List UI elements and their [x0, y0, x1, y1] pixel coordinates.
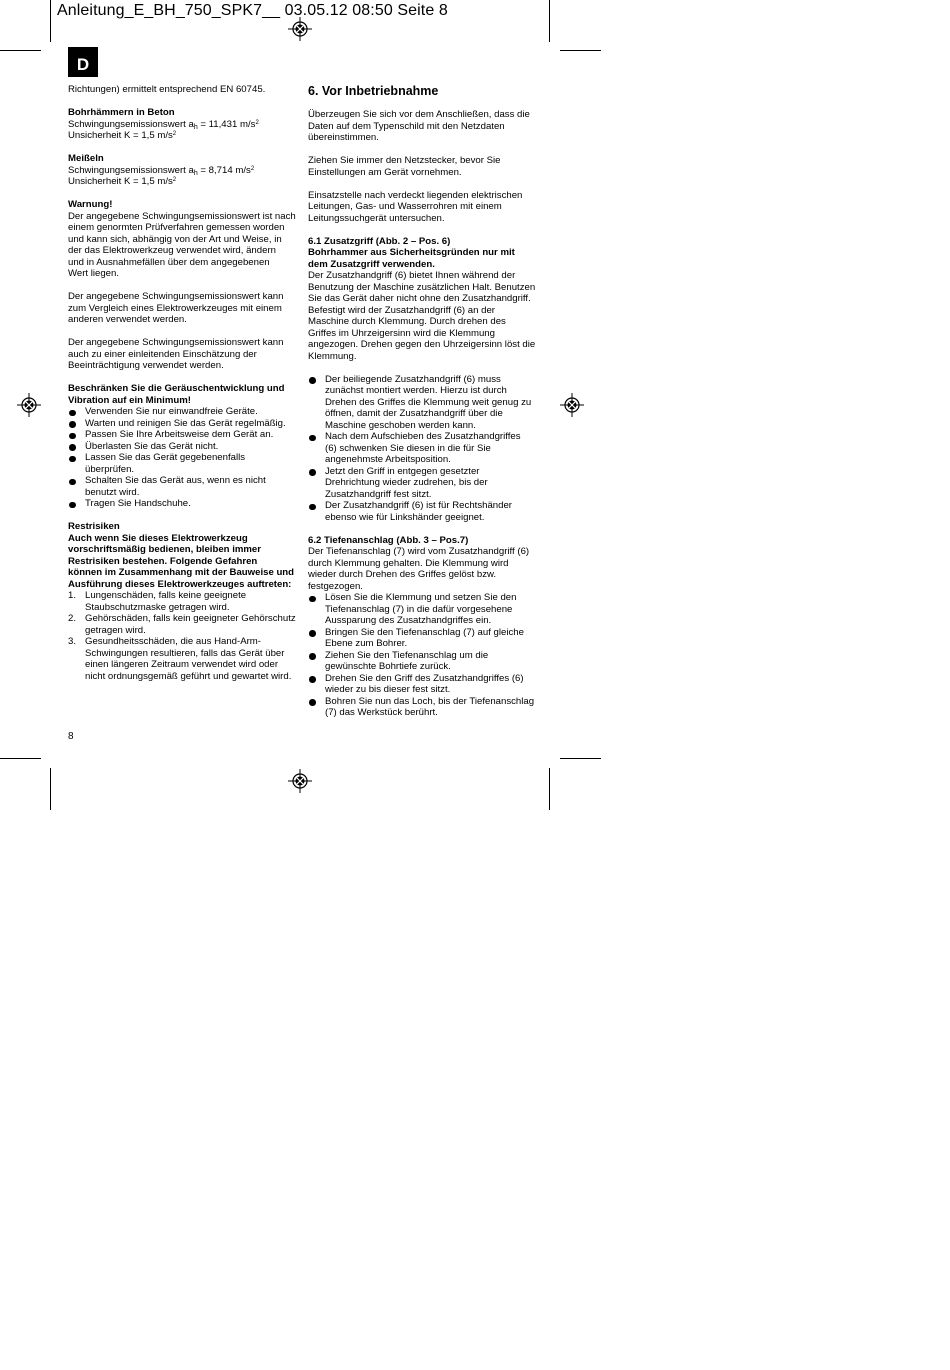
concrete-heading: Bohrhämmern in Beton: [68, 107, 175, 118]
crop-mark: [549, 0, 550, 42]
limit-heading: Beschränken Sie die Geräuschentwicklung und Vibration auf ein Minimum!: [68, 383, 285, 406]
risks-numbered-list: [68, 590, 298, 682]
list-item: Schalten Sie das Gerät aus, wenn es nicht benutzt wird.: [68, 475, 298, 498]
crop-mark: [0, 758, 41, 759]
list-item: Drehen Sie den Griff des Zusatzhandgriffes (6) wieder zu bis dieser fest sitzt.: [308, 673, 543, 696]
list-item: Bringen Sie den Tiefenanschlag (7) auf gleiche Ebene zum Bohrer.: [308, 627, 543, 650]
list-item: 2. Gehörschäden, falls kein geeigneter Gehörschutz getragen wird.: [68, 613, 296, 636]
subsection-6-1-text: Der Zusatzhandgriff (6) bietet Ihnen während der Benutzung der Maschine zusätzlichen Halt. Benutzen Sie das Gerät daher nicht ohne den Zusatzhandgriff. Befestigt wird der Zusatzhandgriff (6) an der Maschine durch Klemmung. Durch drehen des Griffes im Uhrzeigersinn wird die Klemmung angezogen. Drehen gegen den Uhrzeigersinn löst die Klemmung.: [308, 270, 536, 362]
right-column: [308, 84, 543, 719]
list-item: Lassen Sie das Gerät gegebenenfalls überprüfen.: [68, 452, 298, 475]
print-slug-header: Anleitung_E_BH_750_SPK7__ 03.05.12 08:50 Seite 8: [57, 2, 448, 19]
registration-mark-icon: [288, 769, 312, 793]
warning-heading: Warnung!: [68, 199, 113, 210]
left-column: [68, 84, 298, 682]
list-item: Der Zusatzhandgriff (6) ist für Rechtshänder ebenso wie für Linkshänder geeignet.: [308, 500, 543, 523]
plate-paragraph: Überzeugen Sie sich vor dem Anschließen, dass die Daten auf dem Typenschild mit den Netzdaten übereinstimmen.: [308, 109, 530, 143]
subsection-6-2-text: Der Tiefenanschlag (7) wird vom Zusatzhandgriff (6) durch Klemmung gehalten. Die Klemmung wird wieder durch Drehen des Griffes gelöst bzw. festgezogen.: [308, 546, 530, 592]
crop-mark: [50, 0, 51, 42]
intro-text: Richtungen) ermittelt entsprechend EN 60745.: [68, 84, 266, 95]
subsection-6-2-title: 6.2 Tiefenanschlag (Abb. 3 – Pos.7): [308, 534, 469, 546]
section-title: 6. Vor Inbetriebnahme: [308, 84, 439, 98]
list-item: Der beiliegende Zusatzhandgriff (6) muss zunächst montiert werden. Hierzu ist durch Drehen des Griffes die Klemmung weit genug zu öffnen, damit der Zusatzhandgriff über die Maschine geschoben werden kann.: [308, 374, 543, 432]
list-item: Ziehen Sie den Tiefenanschlag um die gewünschte Bohrtiefe zurück.: [308, 650, 543, 673]
cable-check-paragraph: Einsatzstelle nach verdeckt liegenden elektrischen Leitungen, Gas- und Wasserrohren mit einem Leitungssuchgerät untersuchen.: [308, 189, 523, 224]
list-item: Warten und reinigen Sie das Gerät regelmäßig.: [68, 418, 298, 430]
list-item: 3. Gesundheitsschäden, die aus Hand-Arm- Schwingungen resultieren, falls das Gerät über einen längeren Zeitraum verwendet wird oder nicht ordnungsgemäß geführt und gewartet wird.: [68, 636, 292, 682]
chisel-uncertainty: Unsicherheit K = 1,5 $m/s^2$: [68, 176, 177, 187]
language-badge: D: [68, 47, 98, 77]
handle-bullet-list: [308, 374, 543, 524]
risks-heading: Restrisiken: [68, 521, 120, 532]
crop-mark: [549, 768, 550, 810]
list-item: Nach dem Aufschieben des Zusatzhandgriffes (6) schwenken Sie diesen in die für Sie angenehmste Arbeitsposition.: [308, 431, 543, 466]
list-item: Jetzt den Griff in entgegen gesetzter Drehrichtung wieder zudrehen, bis der Zusatzhandgriff fest sitzt.: [308, 466, 543, 501]
list-item: Überlasten Sie das Gerät nicht.: [68, 441, 298, 453]
list-item: Tragen Sie Handschuhe.: [68, 498, 298, 510]
chisel-value: Schwingungsemissionswert $a_h = 8,714$ $m/s^2$: [68, 164, 255, 177]
registration-mark-icon: [17, 393, 41, 417]
subsection-6-1-title: 6.1 Zusatzgriff (Abb. 2 – Pos. 6): [308, 235, 451, 247]
chisel-heading: Meißeln: [68, 153, 104, 164]
depth-stop-bullet-list: [308, 592, 543, 719]
concrete-value: Schwingungsemissionswert $a_h = 11,431$ $m/s^2$: [68, 118, 259, 131]
registration-mark-icon: [560, 393, 584, 417]
risks-intro: Auch wenn Sie dieses Elektrowerkzeug vorschriftsmäßig bedienen, bleiben immer Restrisiken bestehen. Folgende Gefahren können im Zusammenhang mit der Bauweise und Ausführung dieses Elektrowerkzeuges auftreten:: [68, 532, 295, 590]
subsection-6-1-warning: Bohrhammer aus Sicherheitsgründen nur mit dem Zusatzgriff verwenden.: [308, 247, 515, 270]
crop-mark: [560, 50, 601, 51]
assessment-paragraph: Der angegebene Schwingungsemissionswert kann auch zu einer einleitenden Einschätzung der Beeinträchtigung verwendet werden.: [68, 337, 284, 371]
registration-mark-icon: [288, 17, 312, 41]
warning-paragraph: Der angegebene Schwingungsemissionswert ist nach einem genormten Prüfverfahren gemessen worden und kann sich, abhängig von der Art und Weise, in der das Elektrowerkzeug verwendet wird, ändern und in Ausnahmefällen über dem angegebenen Wert liegen.: [68, 210, 296, 279]
crop-mark: [50, 768, 51, 810]
concrete-uncertainty: Unsicherheit K = 1,5 $m/s^2$: [68, 130, 177, 141]
unplug-paragraph: Ziehen Sie immer den Netzstecker, bevor Sie Einstellungen am Gerät vornehmen.: [308, 155, 501, 178]
list-item: 1. Lungenschäden, falls keine geeignete Staubschutzmaske getragen wird.: [68, 590, 247, 613]
limit-bullet-list: [68, 406, 298, 510]
list-item: Verwenden Sie nur einwandfreie Geräte.: [68, 406, 298, 418]
crop-mark: [560, 758, 601, 759]
comparison-paragraph: Der angegebene Schwingungsemissionswert kann zum Vergleich eines Elektrowerkzeuges mit einem anderen verwendet werden.: [68, 291, 284, 325]
crop-mark: [0, 50, 41, 51]
page-number: 8: [68, 731, 74, 742]
list-item: Passen Sie Ihre Arbeitsweise dem Gerät an.: [68, 429, 298, 441]
list-item: Bohren Sie nun das Loch, bis der Tiefenanschlag (7) das Werkstück berührt.: [308, 696, 543, 719]
list-item: Lösen Sie die Klemmung und setzen Sie den Tiefenanschlag (7) in die dafür vorgesehene Aussparung des Zusatzhandgriffes ein.: [308, 592, 543, 627]
